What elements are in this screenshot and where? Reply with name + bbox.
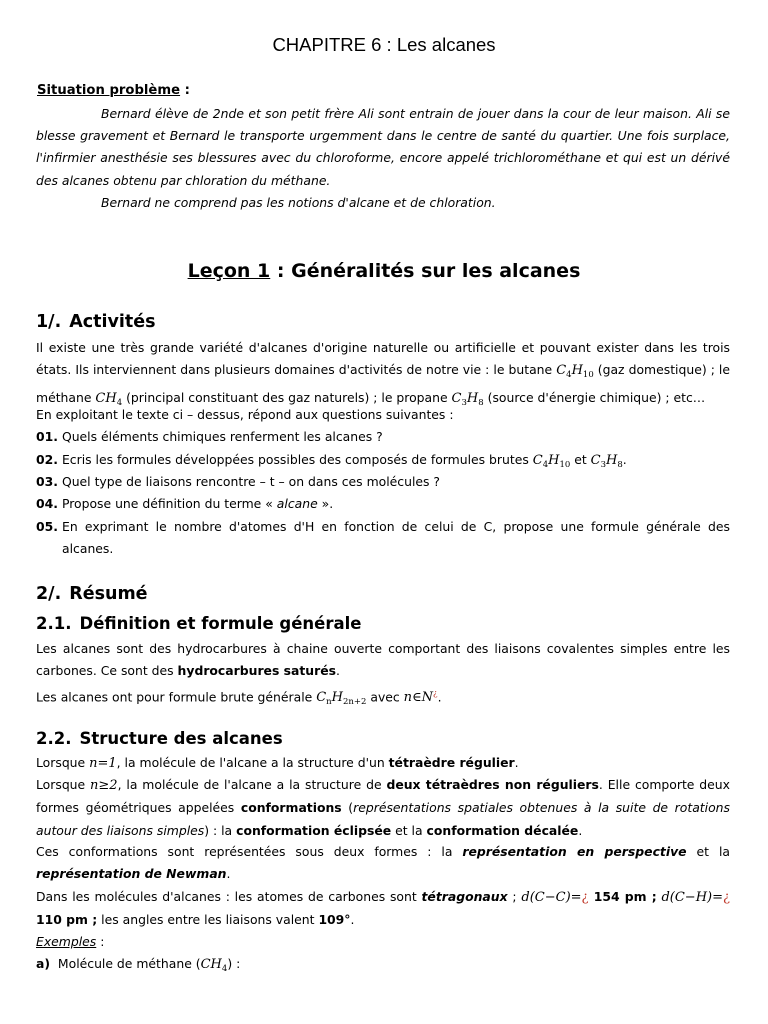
question-text: Propose une définition du terme « [61, 496, 277, 511]
question-text: En exprimant le nombre d'atomes d'H en fonction de celui de C, propose une formule générale des alcanes. [62, 519, 730, 557]
structure-n1 [36, 752, 730, 775]
cc-garbled-char: ¿ [581, 890, 589, 905]
intro-text-d: (source d'énergie chimique) ; etc… [483, 389, 706, 405]
general-formula: $C_nH_{2n+2}$ [316, 690, 367, 708]
n-set-formula: n∈N¿ [403, 689, 438, 706]
butane-formula-q2: $C_4H_{10}$ [532, 453, 571, 470]
bonds-sep: ; [507, 889, 522, 904]
repr-text-a: Ces conformations sont représentées sous deux formes : la [36, 844, 463, 859]
question-text: Quel type de liaisons rencontre – t – on dans ces molécules ? [61, 474, 440, 489]
tetragonal-term: tétragonaux [421, 889, 508, 904]
irregular-tetrahedrons: deux tétraèdres non réguliers [386, 777, 599, 792]
n1-text-d: . [514, 755, 519, 770]
definition-text-a: Les alcanes sont des hydrocarbures à chaine ouverte comportant des liaisons covalentes simples entre les carbones. Ce sont des [36, 641, 730, 679]
section-2-1-heading [36, 614, 361, 633]
alcane-term: alcane [276, 496, 318, 511]
perspective-representation: représentation en perspective [462, 844, 687, 859]
bonds-text-a: Dans les molécules d'alcanes : les atomes de carbones sont [36, 889, 422, 904]
example-a-end: ) : [227, 956, 241, 971]
intro-text-a: Il existe une très grande variété d'alcanes d'origine naturelle ou artificielle et pouvant exister dans les trois états. Ils interviennent dans plusieurs domaines d'activités de notre vie : le butane [36, 340, 730, 378]
n2-text-l: . [578, 822, 583, 838]
section-2-number: 2/. [36, 584, 62, 604]
section-2-1-number: 2.1. [36, 614, 72, 633]
situation-colon: : [180, 83, 190, 98]
lesson-label: Leçon 1 [187, 260, 271, 282]
situation-paragraph-1 [36, 103, 730, 192]
lesson-title [0, 260, 768, 282]
section-1-number: 1/. [36, 312, 62, 332]
methane-formula-example: $CH_4$ [200, 957, 228, 974]
example-a [36, 953, 730, 980]
chapter-title: CHAPITRE 6 : Les alcanes [272, 34, 496, 55]
representations-line [36, 841, 730, 886]
n2-text-d: . Elle comporte deux formes géométriques appelées [36, 777, 730, 816]
general-formula-end: . [437, 689, 442, 705]
avec-text: avec [366, 689, 404, 705]
question-1 [36, 426, 730, 448]
question-text: Ecris les formules développées possibles des composés de formules brutes [61, 452, 533, 467]
question-number: 01. [36, 429, 58, 444]
regular-tetrahedron: tétraèdre régulier [388, 755, 515, 770]
examples-heading [36, 931, 730, 953]
question-3 [36, 471, 730, 493]
intro-text-c: (principal constituant des gaz naturels) ; le propane [122, 389, 452, 405]
n2-paren-open: ( [341, 800, 354, 816]
question-number: 03. [36, 474, 58, 489]
general-formula-text: Les alcanes ont pour formule brute générale [36, 689, 317, 705]
question-number: 04. [36, 496, 58, 511]
section-1-title: Activités [69, 312, 156, 332]
section-2-2-title: Structure des alcanes [79, 729, 283, 748]
definition-paragraph [36, 638, 730, 683]
question-number: 02. [36, 452, 58, 467]
question-5 [36, 516, 730, 561]
repr-text-e: . [226, 866, 231, 882]
section-2-2-number: 2.2. [36, 729, 72, 748]
question-4 [36, 493, 730, 515]
situation-heading [37, 83, 190, 98]
lesson-subtitle: : Généralités sur les alcanes [270, 260, 581, 282]
question-text: Quels éléments chimiques renferment les alcanes ? [61, 429, 383, 444]
question-number: 05. [36, 519, 58, 534]
n-geq-2: n≥2 [90, 778, 118, 793]
ch-garbled-char: ¿ [723, 890, 730, 905]
intro-text-b: (gaz domestique) ; le méthane [36, 362, 730, 405]
cc-distance-formula: d(C−C)= [521, 890, 582, 905]
n1-text-b: , la molécule de l'alcane a la structure d'un [116, 755, 389, 770]
bonds-end: . [350, 912, 355, 928]
n-equals-1: n=1 [89, 756, 117, 771]
ch-distance-formula: d(C−H)= [661, 890, 724, 905]
propane-formula-q2: $C_3H_8$ [590, 453, 623, 470]
general-formula-line [36, 683, 730, 714]
conformation-definition: représentations spatiales obtenues à la suite de rotations autour des liaisons simples [36, 800, 730, 838]
situation-text-1: Bernard élève de 2nde et son petit frère Ali sont entrain de jouer dans la cour de leur maison. Ali se blesse gravement et Bernard le transporte urgemment dans le centre de santé du quartier. Une fois surplace, l'infirmier anesthésie ses blessures avec du chloroforme, encore appelé trichlorométhane et qui est un dérivé des alcanes obtenu par chloration du méthane. [36, 106, 730, 188]
bond-angle-value: 109° [318, 912, 351, 928]
activities-intro [36, 337, 730, 414]
methane-formula: $CH_4$ [95, 390, 123, 408]
eclipsed-conformation: conformation éclipsée [236, 822, 392, 838]
q4-end: ». [317, 496, 334, 511]
q2-and: et [570, 452, 591, 467]
cc-distance-value: 154 pm ; [588, 889, 657, 904]
n2-text-b: , la molécule de l'alcane a la structure de [117, 777, 387, 792]
staggered-conformation: conformation décalée [426, 822, 579, 838]
n1-text-a: Lorsque [36, 755, 90, 770]
instruction-label: En exploitant le texte ci – dessus, répond aux questions suivantes : [36, 407, 454, 422]
examples-label: Exemples [36, 934, 97, 949]
instruction-text [36, 404, 730, 426]
saturated-hydrocarbons: hydrocarbures saturés [177, 663, 337, 679]
section-2-title: Résumé [69, 584, 148, 604]
situation-label: Situation problème [37, 83, 181, 98]
propane-formula: $C_3H_8$ [451, 390, 484, 408]
conformations-term: conformations [240, 800, 342, 816]
example-a-text: Molécule de méthane ( [57, 956, 201, 971]
situation-paragraph-2 [36, 192, 730, 214]
section-1-heading [36, 312, 156, 332]
situation-text-2: Bernard ne comprend pas les notions d'alcane et de chloration. [101, 195, 496, 210]
repr-text-c: et la [686, 844, 730, 859]
newman-representation: représentation de Newman [36, 866, 227, 882]
section-2-2-heading [36, 729, 283, 748]
example-a-label: a) [36, 956, 51, 971]
butane-formula: $C_4H_{10}$ [556, 363, 594, 381]
q2-end: . [622, 452, 627, 467]
angles-text: les angles entre les liaisons valent [97, 912, 319, 928]
n2-text-a: Lorsque [36, 777, 91, 792]
bond-lengths-line [36, 886, 730, 932]
examples-colon: : [96, 934, 105, 949]
n2-text-j: et la [391, 822, 427, 838]
definition-text-c: . [336, 663, 340, 679]
n2-text-h: ) : la [204, 822, 237, 838]
structure-n2 [36, 774, 730, 842]
section-2-heading [36, 584, 148, 604]
ch-distance-value: 110 pm ; [36, 912, 98, 928]
section-2-1-title: Définition et formule générale [79, 614, 362, 633]
